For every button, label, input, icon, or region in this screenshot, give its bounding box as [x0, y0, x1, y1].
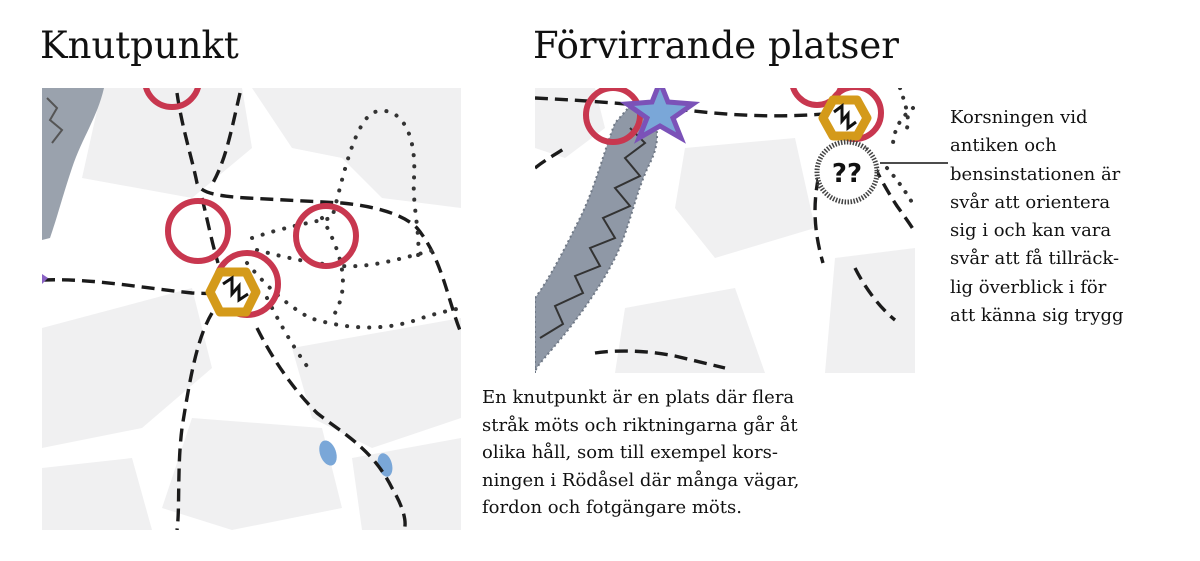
- side-caption-line: Korsningen vid: [950, 107, 1088, 128]
- side-caption-line: svår att orientera: [950, 191, 1111, 213]
- side-caption-line: bensinstationen är: [950, 163, 1121, 185]
- confusing-places-title: Förvirrande platser: [533, 24, 899, 67]
- knutpunkt-map: [42, 88, 461, 530]
- main-caption: [482, 384, 882, 522]
- side-caption-line: antiken och: [950, 135, 1057, 157]
- main-caption-line: fordon och fotgängare möts.: [482, 497, 742, 518]
- question-marks-label: ??: [831, 159, 863, 189]
- side-caption-line: sig i och kan vara: [950, 220, 1112, 242]
- main-caption-line: ningen i Rödåsel där många vägar,: [482, 469, 800, 491]
- knot-point-hexagon-icon: [823, 100, 867, 136]
- side-caption-line: att känna sig trygg: [950, 305, 1124, 327]
- side-caption: [950, 104, 1185, 330]
- confusing-places-map: [535, 88, 915, 373]
- knutpunkt-title: Knutpunkt: [40, 24, 239, 67]
- side-caption-line: svår att få tillräck-: [950, 248, 1120, 270]
- side-caption-line: lig överblick i för: [950, 276, 1107, 298]
- main-caption-line: stråk möts och riktningarna går åt: [482, 414, 798, 436]
- knot-point-hexagon-icon: [210, 272, 256, 312]
- main-caption-line: olika håll, som till exempel kors-: [482, 442, 778, 463]
- main-caption-line: En knutpunkt är en plats där flera: [482, 387, 795, 408]
